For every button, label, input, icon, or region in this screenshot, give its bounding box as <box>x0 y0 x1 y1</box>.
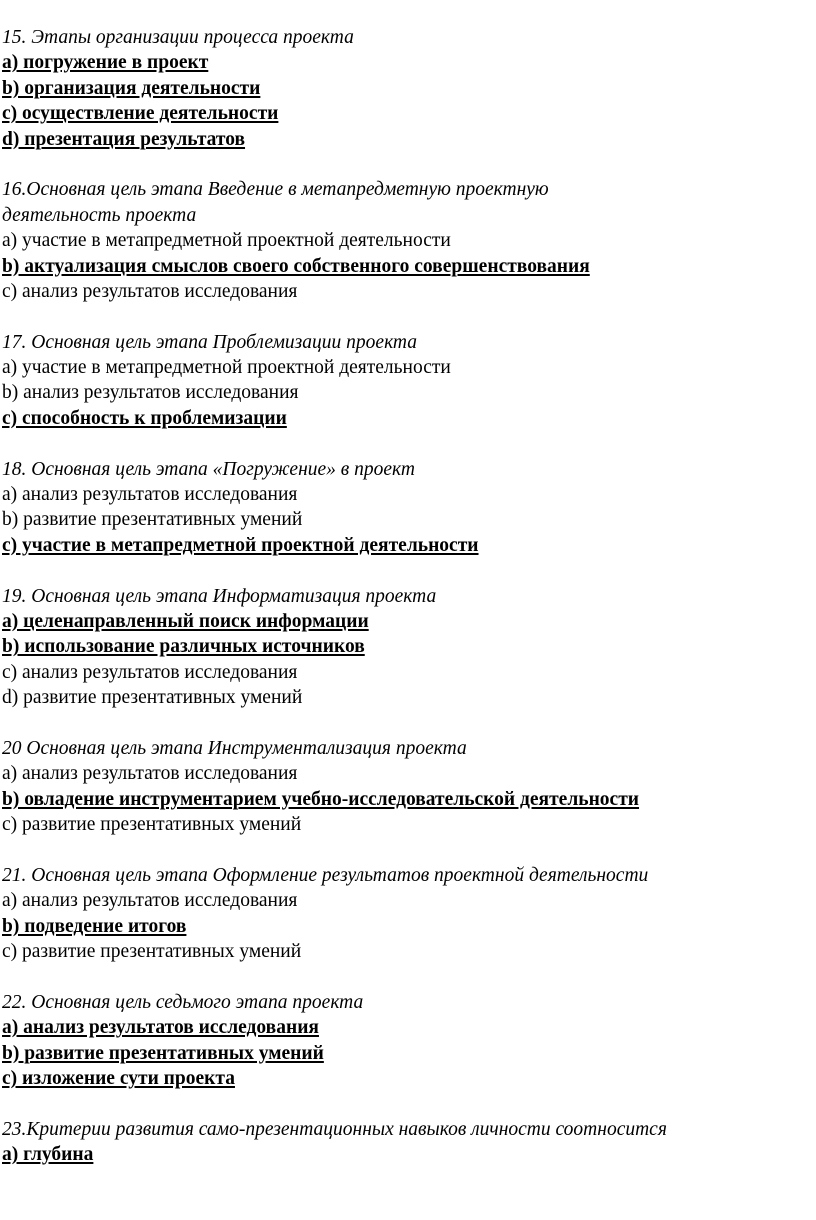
answer-option-correct: b) организация деятельности <box>2 77 261 99</box>
answer-option: а) анализ результатов исследования <box>2 890 298 912</box>
answer-option: а) участие в метапредметной проектной деятельности <box>2 230 451 252</box>
spacer <box>2 711 802 736</box>
answer-option: а) анализ результатов исследования <box>2 484 298 506</box>
answer-option: а) анализ результатов исследования <box>2 763 298 785</box>
question-block <box>2 584 802 711</box>
answer-option-correct: b) развитие презентативных умений <box>2 1042 324 1064</box>
question-title: 23.Критерии развития само-презентационных навыков личности соотносится <box>2 1118 667 1140</box>
spacer <box>2 964 802 989</box>
answer-option: c) развитие презентативных умений <box>2 941 302 963</box>
question-title: 19. Основная цель этапа Информатизация проекта <box>2 585 437 607</box>
question-block <box>2 25 802 152</box>
answer-option-correct: c) изложение сути проекта <box>2 1068 235 1090</box>
answer-option-correct: d) презентация результатов <box>2 128 246 150</box>
question-title: 18. Основная цель этапа «Погружение» в проект <box>2 458 415 480</box>
answer-option-correct: a) погружение в проект <box>2 52 209 74</box>
answer-option: c) развитие презентативных умений <box>2 814 302 836</box>
question-title: 15. Этапы организации процесса проекта <box>2 27 354 48</box>
answer-option-correct: b) актуализация смыслов своего собственного совершенствования <box>2 255 590 277</box>
question-title: 22. Основная цель седьмого этапа проекта <box>2 991 364 1013</box>
quiz-content <box>2 25 802 1168</box>
question-title: 16.Основная цель этапа Введение в метапредметную проектную <box>2 179 549 201</box>
answer-option: b) развитие презентативных умений <box>2 509 303 531</box>
question-title: 21. Основная цель этапа Оформление результатов проектной деятельности <box>2 864 649 886</box>
answer-option: c) анализ результатов исследования <box>2 661 298 683</box>
answer-option-correct: b) овладение инструментарием учебно-исследовательской деятельности <box>2 788 640 810</box>
answer-option: d) развитие презентативных умений <box>2 687 303 709</box>
question-title: 17. Основная цель этапа Проблемизации проекта <box>2 331 418 353</box>
answer-option: c) анализ результатов исследования <box>2 280 298 302</box>
question-title: 20 Основная цель этапа Инструментализация проекта <box>2 737 467 759</box>
spacer <box>2 304 802 329</box>
spacer <box>2 152 802 177</box>
answer-option-correct: b) использование различных источников <box>2 636 365 658</box>
question-block <box>2 863 802 965</box>
answer-option-correct: а) глубина <box>2 1144 94 1166</box>
answer-option-correct: а) анализ результатов исследования <box>2 1017 319 1039</box>
question-block <box>2 1117 802 1168</box>
answer-option-correct: b) подведение итогов <box>2 915 187 937</box>
question-block <box>2 330 802 432</box>
answer-option: b) анализ результатов исследования <box>2 382 299 404</box>
question-block <box>2 177 802 304</box>
answer-option-correct: c) осуществление деятельности <box>2 103 279 125</box>
answer-option-correct: c) участие в метапредметной проектной деятельности <box>2 534 479 556</box>
spacer <box>2 1091 802 1116</box>
question-block <box>2 736 802 838</box>
spacer <box>2 838 802 863</box>
question-block <box>2 457 802 559</box>
answer-option: а) участие в метапредметной проектной деятельности <box>2 357 451 379</box>
spacer <box>2 558 802 583</box>
answer-option-correct: a) целенаправленный поиск информации <box>2 610 369 632</box>
question-title-continued: деятельность проекта <box>2 204 197 226</box>
answer-option-correct: c) способность к проблемизации <box>2 407 287 429</box>
spacer <box>2 431 802 456</box>
question-block <box>2 990 802 1092</box>
